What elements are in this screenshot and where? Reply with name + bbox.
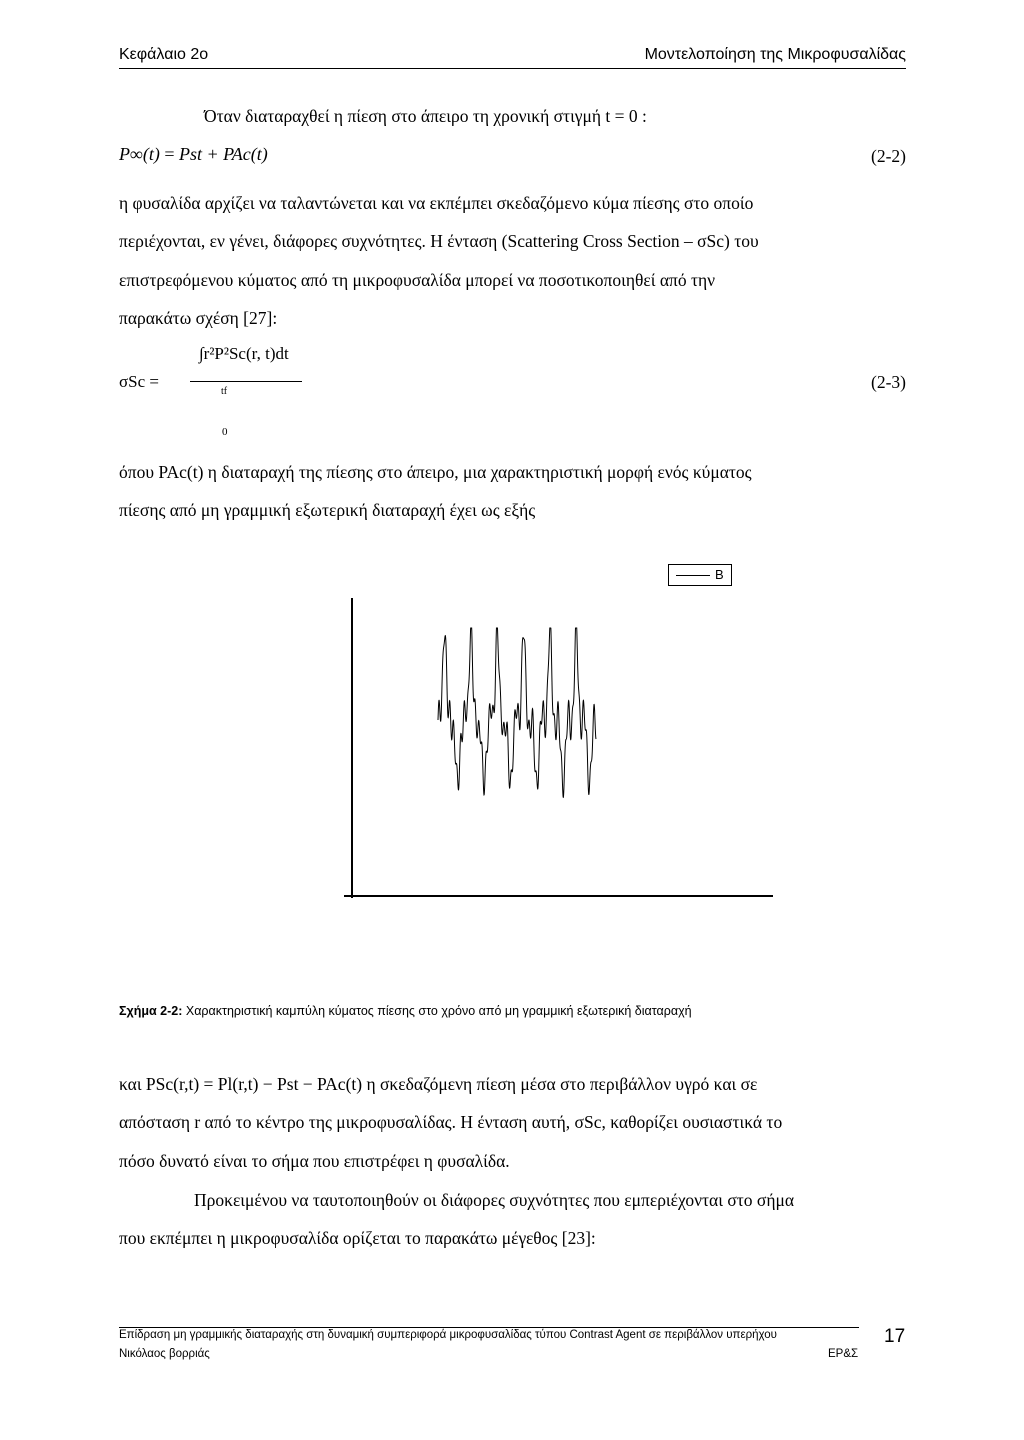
paragraph-1 — [119, 184, 906, 337]
paragraph-line: απόσταση r από το κέντρο της μικροφυσαλίδας. Η ένταση αυτή, σSc, καθορίζει ουσιαστικά το — [119, 1112, 783, 1133]
wave-series-b — [438, 628, 596, 797]
figure-legend — [668, 564, 732, 586]
eq-2-3-numerator: ∫r²P²Sc(r, t)dt — [199, 344, 289, 363]
paragraph-line: περιέχονται, εν γένει, διάφορες συχνότητες. Η ένταση (Scattering Cross Section – σSc) του — [119, 231, 759, 252]
figure-caption — [119, 1004, 692, 1018]
equation-number-2-3: (2-3) — [871, 372, 906, 392]
caption-text: Χαρακτηριστική καμπύλη κύματος πίεσης στο χρόνο από μη γραμμική εξωτερική διαταραχή — [185, 1004, 692, 1018]
paragraph-line: πόσο δυνατό είναι το σήμα που επιστρέφει η φυσαλίδα. — [119, 1150, 510, 1171]
paragraph-line: και PSc(r,t) = Pl(r,t) − Pst − PAc(t) η σκεδαζόμενη πίεση μέσα στο περιβάλλον υγρό και σε — [119, 1074, 758, 1094]
legend-label: B — [715, 567, 724, 582]
equation-2-2 — [119, 144, 268, 165]
paragraph-4 — [119, 1181, 906, 1258]
paragraph-line: πίεσης από μη γραμμική εξωτερική διαταραχή έχει ως εξής — [119, 500, 536, 521]
footer-title: Επίδραση μη γραμμικής διαταραχής στη δυναμική συμπεριφορά μικροφυσαλίδας τύπου Contrast Agent σε περιβάλλον υπερήχου — [119, 1329, 777, 1341]
footer-rule — [119, 1327, 859, 1328]
eq-2-2-equals: = — [164, 144, 175, 164]
eq-2-2-rhs: Pst + PAc(t) — [178, 144, 268, 164]
eq-2-2-lhs: P∞(t) — [119, 144, 160, 164]
eq-2-3-lower-limit: 0 — [222, 426, 228, 438]
paragraph-line: η φυσαλίδα αρχίζει να ταλαντώνεται και να εκπέμπει σκεδαζόμενο κύμα πίεσης στο οποίο — [119, 193, 754, 213]
eq-2-3-lhs: σSc = — [119, 372, 160, 391]
header-chapter: Κεφάλαιο 2ο — [119, 46, 209, 63]
footer-dept: ΕΡ&Σ — [828, 1348, 859, 1360]
caption-label: Σχήμα 2-2: — [119, 1004, 183, 1018]
intro-text: Όταν διαταραχθεί η πίεση στο άπειρο τη χρονική στιγμή t = 0 : — [204, 106, 647, 126]
eq-2-3-denominator: tf — [221, 386, 228, 397]
paragraph-line: που εκπέμπει η μικροφυσαλίδα ορίζεται το παρακάτω μέγεθος [23]: — [119, 1228, 596, 1249]
paragraph-line: παρακάτω σχέση [27]: — [119, 307, 278, 328]
paragraph-line: Προκειμένου να ταυτοποιηθούν οι διάφορες συχνότητες που εμπεριέχονται στο σήμα — [194, 1190, 795, 1210]
paragraph-line: επιστρεφόμενου κύματος από τη μικροφυσαλίδα μπορεί να ποσοτικοποιηθεί από την — [119, 269, 716, 290]
paragraph-line: όπου PAc(t) η διαταραχή της πίεσης στο άπειρο, μια χαρακτηριστική μορφή ενός κύματος — [119, 462, 752, 482]
page-number: 17 — [884, 1326, 906, 1347]
legend-line — [676, 575, 710, 576]
header-section: Μοντελοποίηση της Μικροφυσαλίδας — [644, 46, 906, 63]
header-rule — [119, 68, 906, 69]
eq-2-3-fraction-bar — [190, 381, 302, 382]
paragraph-2 — [119, 453, 906, 530]
paragraph-3 — [119, 1065, 906, 1180]
footer-author: Νικόλαος βορριάς — [119, 1348, 210, 1360]
equation-number-2-2: (2-2) — [871, 146, 906, 166]
